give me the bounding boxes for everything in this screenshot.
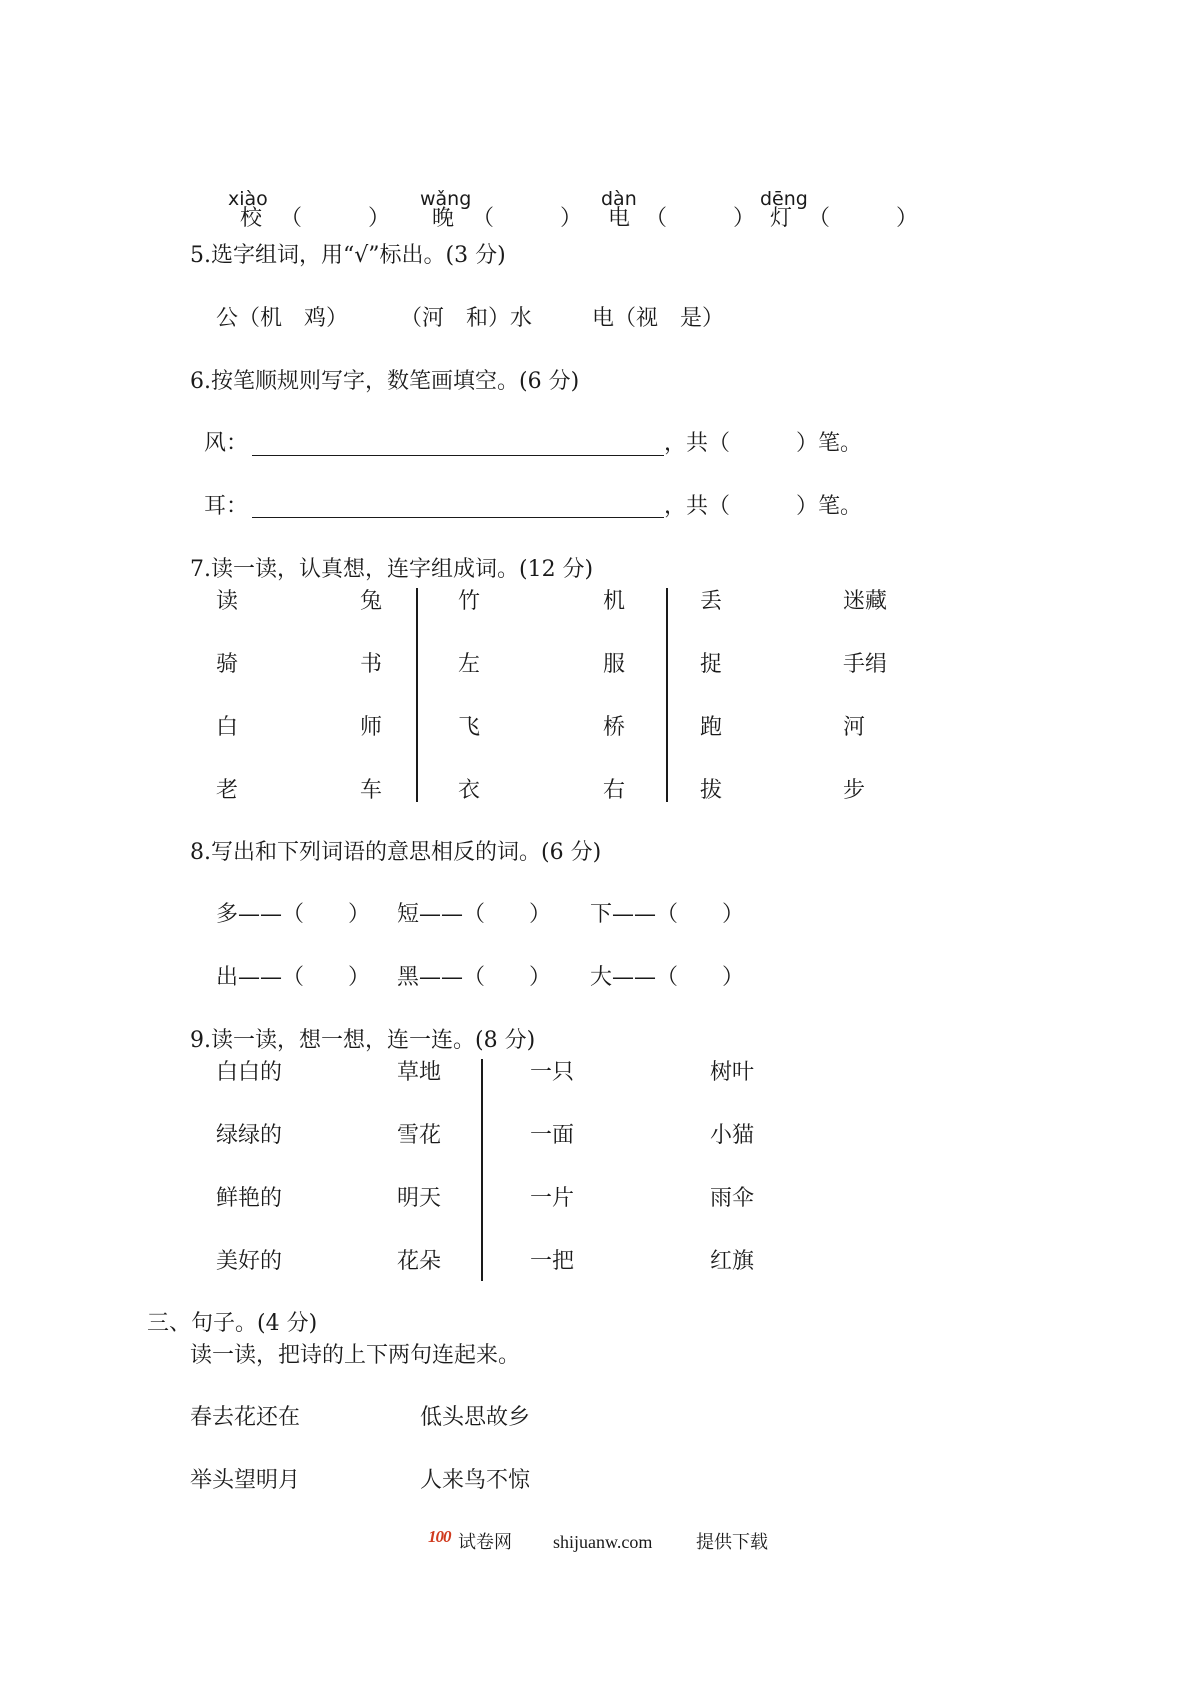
q5-group-1[interactable]: 公（机 鸡） (216, 306, 349, 331)
q9-c2-r1[interactable]: 草地 (397, 1060, 442, 1085)
q9-c3-r3[interactable]: 一片 (530, 1186, 575, 1211)
q7-c4-r1[interactable]: 机 (603, 589, 626, 614)
q9-c4-r4[interactable]: 红旗 (710, 1249, 755, 1274)
blank-4[interactable]: （ ） (808, 206, 919, 231)
q5-group-2[interactable]: （河 和）水 (400, 306, 533, 331)
q7-c1-r2[interactable]: 骑 (216, 652, 239, 677)
footer-tagline: 提供下载 (696, 1532, 768, 1552)
q6-suffix-2: ，共（ ）笔。 (664, 494, 863, 519)
q7-c1-r4[interactable]: 老 (216, 778, 239, 803)
blank-3[interactable]: （ ） (645, 206, 756, 231)
q8-r2-c3[interactable]: 大——（ ） (590, 965, 745, 990)
q7-c4-r2[interactable]: 服 (603, 652, 626, 677)
footer-site-name: 试卷网 (458, 1532, 512, 1552)
q6-char-1: 风： (204, 431, 249, 456)
q9-c1-r3[interactable]: 鲜艳的 (216, 1186, 283, 1211)
q6-title: 6.按笔顺规则写字，数笔画填空。(6 分) (190, 369, 580, 394)
q8-r2-c1[interactable]: 出——（ ） (216, 965, 371, 990)
q9-c4-r3[interactable]: 雨伞 (710, 1186, 755, 1211)
q7-title: 7.读一读，认真想，连字组成词。(12 分) (190, 557, 594, 582)
char-2: 晚 (432, 206, 455, 231)
q9-c2-r2[interactable]: 雪花 (397, 1123, 442, 1148)
q7-c5-r4[interactable]: 拔 (700, 778, 723, 803)
q7-c6-r3[interactable]: 河 (843, 715, 866, 740)
q7-c5-r2[interactable]: 捉 (700, 652, 723, 677)
pinyin-4: dēng (760, 188, 808, 210)
site-logo-icon: 100 (428, 1527, 451, 1546)
q6-suffix-1: ，共（ ）笔。 (664, 431, 863, 456)
q7-divider-1 (416, 588, 418, 802)
q9-c1-r1[interactable]: 白白的 (216, 1060, 283, 1085)
q7-c6-r1[interactable]: 迷藏 (843, 589, 888, 614)
q7-c3-r4[interactable]: 衣 (458, 778, 481, 803)
q9-c4-r2[interactable]: 小猫 (710, 1123, 755, 1148)
q7-c2-r4[interactable]: 车 (360, 778, 383, 803)
q6-writing-line-1[interactable] (252, 455, 664, 456)
blank-2[interactable]: （ ） (472, 206, 583, 231)
q9-c3-r4[interactable]: 一把 (530, 1249, 575, 1274)
q5-group-3[interactable]: 电（视 是） (592, 306, 725, 331)
poem-left-1[interactable]: 春去花还在 (190, 1405, 301, 1430)
q7-c6-r4[interactable]: 步 (843, 778, 866, 803)
q7-c4-r4[interactable]: 右 (603, 778, 626, 803)
q6-char-2: 耳： (204, 494, 249, 519)
section3-title: 三、句子。(4 分) (147, 1311, 318, 1336)
char-4: 灯 (770, 206, 793, 231)
q8-title: 8.写出和下列词语的意思相反的词。(6 分) (190, 840, 602, 865)
section3-instruction: 读一读，把诗的上下两句连起来。 (190, 1343, 521, 1368)
poem-right-1[interactable]: 低头思故乡 (420, 1405, 531, 1430)
q7-c1-r1[interactable]: 读 (216, 589, 239, 614)
q9-c2-r4[interactable]: 花朵 (397, 1249, 442, 1274)
q8-r1-c3[interactable]: 下——（ ） (590, 902, 745, 927)
q9-title: 9.读一读，想一想，连一连。(8 分) (190, 1028, 536, 1053)
footer-url[interactable]: shijuanw.com (553, 1532, 653, 1552)
q7-c5-r3[interactable]: 跑 (700, 715, 723, 740)
q7-c3-r3[interactable]: 飞 (458, 715, 481, 740)
blank-1[interactable]: （ ） (280, 206, 391, 231)
q8-r1-c1[interactable]: 多——（ ） (216, 902, 371, 927)
q8-r2-c2[interactable]: 黑——（ ） (397, 965, 552, 990)
q9-c3-r2[interactable]: 一面 (530, 1123, 575, 1148)
poem-left-2[interactable]: 举头望明月 (190, 1468, 301, 1493)
q7-c4-r3[interactable]: 桥 (603, 715, 626, 740)
q7-c1-r3[interactable]: 白 (216, 715, 239, 740)
poem-right-2[interactable]: 人来鸟不惊 (420, 1468, 531, 1493)
q7-c2-r1[interactable]: 兔 (360, 589, 383, 614)
pinyin-2: wǎng (420, 188, 472, 210)
q9-c4-r1[interactable]: 树叶 (710, 1060, 755, 1085)
pinyin-1: xiào (228, 188, 268, 210)
q7-c2-r2[interactable]: 书 (360, 652, 383, 677)
q7-c3-r1[interactable]: 竹 (458, 589, 481, 614)
q7-c3-r2[interactable]: 左 (458, 652, 481, 677)
q7-divider-2 (666, 588, 668, 802)
pinyin-3: dàn (601, 188, 637, 210)
q7-c5-r1[interactable]: 丢 (700, 589, 723, 614)
char-3: 电 (608, 206, 631, 231)
q9-c1-r4[interactable]: 美好的 (216, 1249, 283, 1274)
q7-c6-r2[interactable]: 手绢 (843, 652, 888, 677)
q9-divider (481, 1059, 483, 1281)
q7-c2-r3[interactable]: 师 (360, 715, 383, 740)
q9-c1-r2[interactable]: 绿绿的 (216, 1123, 283, 1148)
q9-c2-r3[interactable]: 明天 (397, 1186, 442, 1211)
q5-title: 5.选字组词，用“√”标出。(3 分) (190, 243, 506, 268)
q8-r1-c2[interactable]: 短——（ ） (397, 902, 552, 927)
q6-writing-line-2[interactable] (252, 517, 664, 518)
q9-c3-r1[interactable]: 一只 (530, 1060, 575, 1085)
char-1: 校 (240, 206, 263, 231)
